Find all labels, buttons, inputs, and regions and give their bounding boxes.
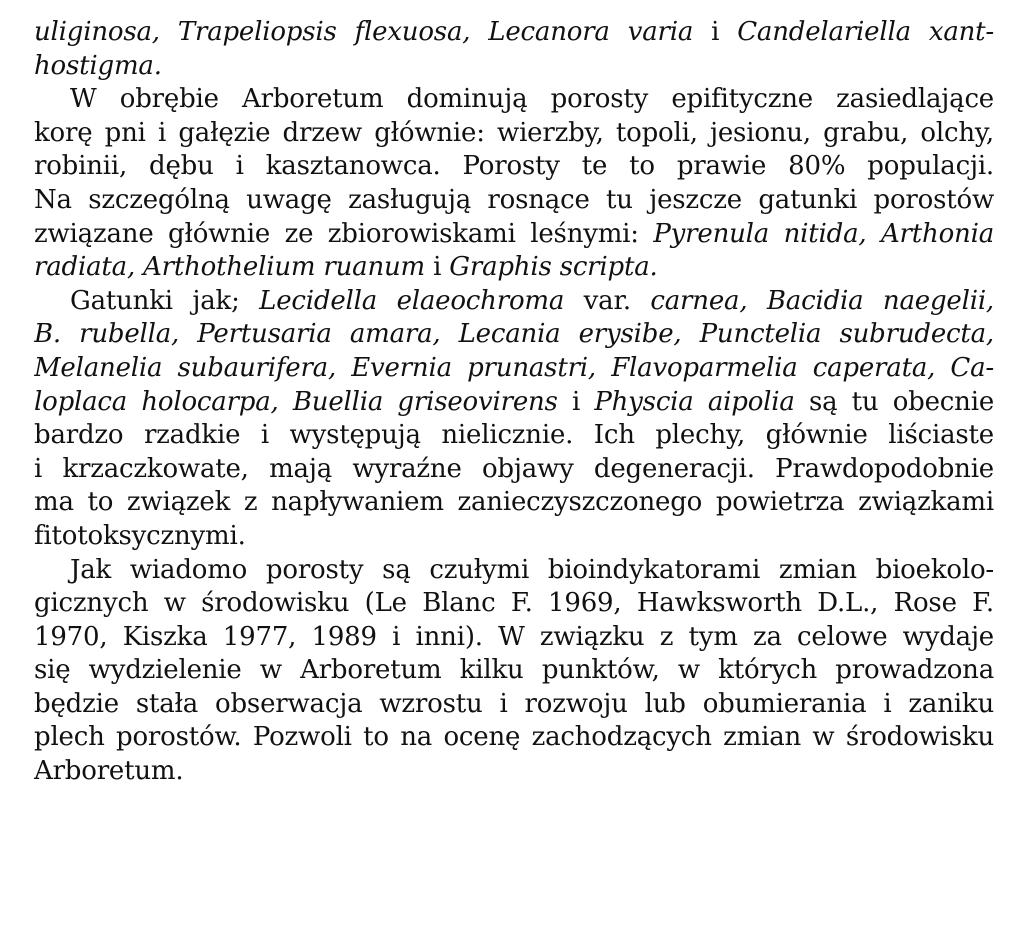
text-run: var. bbox=[564, 285, 651, 316]
text-run: gicznych w środowisku (Le Blanc F. 1969, Hawksworth D.L., Rose F. bbox=[34, 588, 994, 619]
text-line bbox=[34, 251, 994, 285]
text-run: W obrębie Arboretum dominują porosty epifityczne zasiedlające bbox=[70, 84, 994, 115]
text-line bbox=[34, 587, 994, 621]
text-run: Gatunki jak; bbox=[70, 285, 260, 316]
text-run: plech porostów. Pozwoli to na ocenę zachodzących zmian w środowisku bbox=[34, 722, 994, 753]
text-run: fitotoksycznymi. bbox=[34, 520, 246, 551]
text-line bbox=[34, 621, 994, 655]
italic-text: radiata, Arthothelium ruanum bbox=[34, 252, 426, 283]
italic-text: uliginosa, Trapeliopsis flexuosa, Lecanora varia bbox=[34, 17, 694, 47]
text-line bbox=[34, 16, 994, 50]
text-line bbox=[34, 755, 994, 789]
italic-text: Lecidella elaeochroma bbox=[259, 285, 565, 316]
text-line bbox=[34, 318, 994, 352]
text-line bbox=[34, 520, 994, 554]
text-run: ma to związek z napływaniem zanieczyszczonego powietrza związkami bbox=[34, 487, 994, 518]
text-run: są tu obecnie bbox=[794, 386, 994, 417]
text-run: Arboretum. bbox=[34, 756, 184, 787]
text-run: robinii, dębu i kasztanowca. Porosty te to prawie 80% populacji. bbox=[34, 151, 994, 182]
text-run: Na szczególną uwagę zasługują rosnące tu jeszcze gatunki porostów bbox=[34, 184, 994, 215]
italic-text: B. rubella, Pertusaria amara, Lecania erysibe, Punctelia subrudecta, bbox=[34, 319, 994, 350]
text-run: bardzo rzadkie i występują nielicznie. Ich plechy, głównie liściaste bbox=[34, 420, 994, 451]
paragraph bbox=[34, 16, 994, 83]
text-line bbox=[34, 285, 994, 319]
italic-text: hostigma. bbox=[34, 50, 162, 81]
text-run: związane głównie ze zbiorowiskami leśnymi: bbox=[34, 218, 654, 249]
text-line bbox=[34, 453, 994, 487]
text-line bbox=[34, 654, 994, 688]
paragraph bbox=[34, 554, 994, 789]
italic-text: carnea, Bacidia naegelii, bbox=[650, 285, 994, 316]
text-line bbox=[34, 218, 994, 252]
italic-text: loplaca holocarpa, Buellia griseovirens bbox=[34, 386, 558, 417]
italic-text: Graphis scripta. bbox=[449, 252, 658, 283]
text-run: 1970, Kiszka 1977, 1989 i inni). W związku z tym za celowe wydaje bbox=[34, 621, 994, 652]
text-run: będzie stała obserwacja wzrostu i rozwoju lub obumierania i zaniku bbox=[34, 688, 994, 719]
text-run: i bbox=[693, 17, 738, 47]
text-line bbox=[34, 352, 994, 386]
text-line bbox=[34, 419, 994, 453]
text-line bbox=[34, 50, 994, 84]
italic-text: Pyrenula nitida, Arthonia bbox=[653, 218, 994, 249]
paragraph bbox=[34, 285, 994, 554]
italic-text: Physcia aipolia bbox=[594, 386, 795, 417]
text-run: korę pni i gałęzie drzew głównie: wierzby, topoli, jesionu, grabu, olchy, bbox=[34, 117, 994, 148]
italic-text: Melanelia subaurifera, Evernia prunastri, Flavoparmelia caperata, Ca- bbox=[34, 352, 994, 383]
text-line bbox=[34, 554, 994, 588]
text-run: i krzaczkowate, mają wyraźne objawy degeneracji. Prawdopodobnie bbox=[34, 453, 994, 484]
text-line bbox=[34, 386, 994, 420]
text-run: i bbox=[425, 252, 450, 283]
text-line bbox=[34, 150, 994, 184]
text-line bbox=[34, 721, 994, 755]
text-run: się wydzielenie w Arboretum kilku punktów, w których prowadzona bbox=[34, 655, 994, 686]
italic-text: Candelariella xant- bbox=[737, 17, 994, 47]
text-line bbox=[34, 486, 994, 520]
document-body bbox=[34, 16, 994, 789]
text-line bbox=[34, 184, 994, 218]
text-run: i bbox=[557, 386, 595, 417]
text-line bbox=[34, 688, 994, 722]
text-line bbox=[34, 83, 994, 117]
text-line bbox=[34, 117, 994, 151]
paragraph bbox=[34, 83, 994, 285]
text-run: Jak wiadomo porosty są czułymi bioindykatorami zmian bioekolo- bbox=[70, 554, 994, 585]
